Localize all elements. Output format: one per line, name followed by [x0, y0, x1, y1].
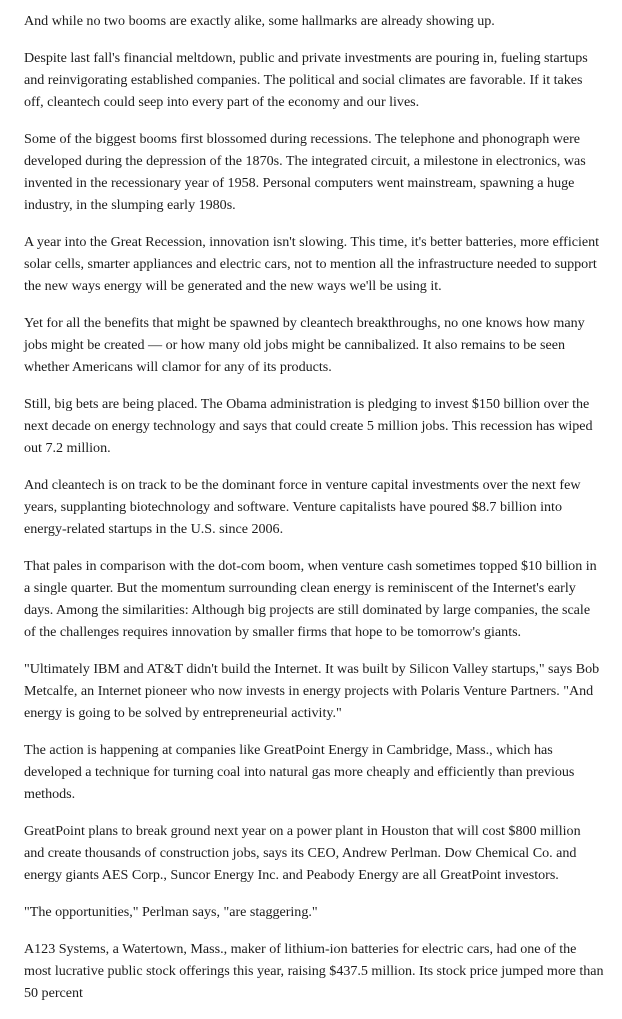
paragraph-recessions: Some of the biggest booms first blossomed during recessions. The telephone and phonograph were developed during the depression of the 1870s. The integrated circuit, a milestone in electronics, was invented in the recessionary year of 1958. Personal computers went mainstream, spawning a huge industry, in the slumping early 1980s. [24, 131, 586, 213]
paragraph-hallmarks: And while no two booms are exactly alike, some hallmarks are already showing up. [24, 13, 495, 29]
paragraph-big-bets: Still, big bets are being placed. The Obama administration is pledging to invest $150 billion over the next decade on energy technology and says that could create 5 million jobs. This recession has wiped out 7.2 million. [24, 396, 593, 456]
paragraph-power-plant: GreatPoint plans to break ground next year on a power plant in Houston that will cost $800 million and create thousands of construction jobs, says its CEO, Andrew Perlman. Dow Chemical Co. and energy giants AES Corp., Suncor Energy Inc. and Peabody Energy are all GreatPoint investors. [24, 823, 581, 883]
paragraph-dot-com: That pales in comparison with the dot-com boom, when venture cash sometimes topped $10 billion in a single quarter. But the momentum surrounding clean energy is reminiscent of the Internet's early days. Among the similarities: Although big projects are still dominated by large companies, the scale of the challenges requires innovation by smaller firms that hope to be tomorrow's giants. [24, 558, 597, 640]
paragraph-perlman-quote: "The opportunities," Perlman says, "are staggering." [24, 904, 318, 920]
paragraph-greatpoint: The action is happening at companies like GreatPoint Energy in Cambridge, Mass., which has developed a technique for turning coal into natural gas more cheaply and efficiently than previous methods. [24, 742, 575, 802]
paragraph-innovation: A year into the Great Recession, innovation isn't slowing. This time, it's better batteries, more efficient solar cells, smarter appliances and electric cars, not to mention all the infrastructure needed to support the new ways energy will be generated and the new ways we'll be using it. [24, 234, 600, 294]
paragraph-investments: Despite last fall's financial meltdown, public and private investments are pouring in, fueling startups and reinvigorating established companies. The political and social climates are favorable. If it takes off, cleantech could seep into every part of the economy and our lives. [24, 50, 588, 110]
article-body [24, 10, 604, 1019]
paragraph-jobs: Yet for all the benefits that might be spawned by cleantech breakthroughs, no one knows how many jobs might be created — or how many old jobs might be cannibalized. It also remains to be seen whether Americans will clamor for any of its products. [24, 315, 585, 375]
paragraph-metcalfe-quote: "Ultimately IBM and AT&T didn't build the Internet. It was built by Silicon Valley startups," says Bob Metcalfe, an Internet pioneer who now invests in energy projects with Polaris Venture Partners. "And energy is going to be solved by entrepreneurial activity." [24, 661, 600, 721]
paragraph-a123: A123 Systems, a Watertown, Mass., maker of lithium-ion batteries for electric cars, had one of the most lucrative public stock offerings this year, raising $437.5 million. Its stock price jumped more than 50 percent [24, 941, 604, 1001]
paragraph-venture-capital: And cleantech is on track to be the dominant force in venture capital investments over the next few years, supplanting biotechnology and software. Venture capitalists have poured $8.7 billion into energy-related startups in the U.S. since 2006. [24, 477, 581, 537]
